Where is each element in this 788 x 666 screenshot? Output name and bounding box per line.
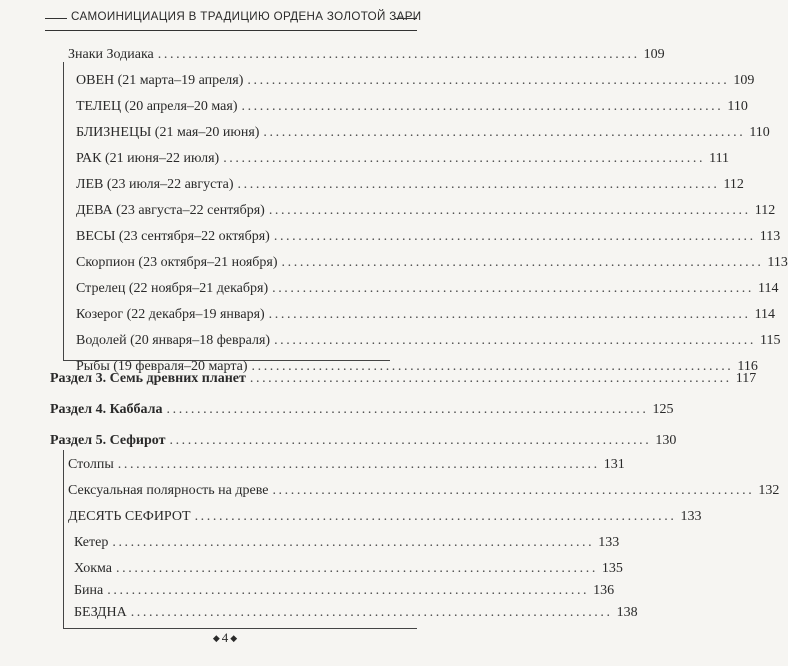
toc-entry-zodiac-signs[interactable] (68, 46, 665, 64)
toc-entry-label: ЛЕВ (23 июля–22 августа) (76, 177, 234, 192)
dot-leader: ............................................................................... (281, 255, 764, 270)
dot-leader: ............................................................................... (263, 125, 746, 140)
toc-entry-page: 112 (754, 203, 776, 218)
toc-entry-leo[interactable] (76, 176, 744, 194)
dot-leader: ............................................................................... (273, 229, 756, 244)
toc-entry-page: 114 (758, 281, 779, 296)
toc-entry-label: Козерог (22 декабря–19 января) (76, 307, 265, 322)
dot-leader: ............................................................................... (194, 509, 677, 524)
toc-entry-taurus[interactable] (76, 98, 748, 116)
toc-entry-page: 133 (680, 509, 702, 524)
dot-leader: ............................................................................... (268, 203, 751, 218)
toc-entry-section-4[interactable] (50, 401, 674, 419)
toc-entry-label: Водолей (20 января–18 февраля) (76, 333, 271, 348)
toc-entry-section-5[interactable] (50, 432, 677, 450)
toc-entry-capricorn[interactable] (76, 306, 776, 324)
dot-leader: ............................................................................... (223, 151, 706, 166)
dot-leader: ............................................................................... (237, 177, 720, 192)
toc-entry-sexual-polarity[interactable] (68, 482, 780, 500)
dot-leader: ............................................................................... (272, 483, 755, 498)
toc-entry-page: 115 (759, 333, 781, 348)
dot-leader: ............................................................................... (157, 47, 640, 62)
toc-entry-page: 136 (593, 583, 615, 598)
toc-entry-label: ОВЕН (21 марта–19 апреля) (76, 73, 244, 88)
dot-leader: ............................................................................... (107, 583, 590, 598)
dot-leader: ............................................................................... (112, 535, 595, 550)
toc-entry-page: 113 (767, 255, 788, 270)
toc-entry-aquarius[interactable] (76, 332, 781, 350)
toc-entry-label: Рыбы (19 февраля–20 марта) (76, 359, 248, 374)
toc-entry-cancer[interactable] (76, 150, 730, 168)
toc-entry-page: 117 (735, 371, 757, 386)
toc-entry-hokma[interactable] (74, 560, 623, 578)
toc-entry-label: БЛИЗНЕЦЫ (21 мая–20 июня) (76, 125, 260, 140)
toc-entry-label: РАК (21 июня–22 июля) (76, 151, 220, 166)
dot-leader: ............................................................................... (169, 433, 652, 448)
toc-entry-sagittarius[interactable] (76, 280, 779, 298)
dot-leader: ............................................................................... (274, 333, 756, 348)
header-rule-right (395, 18, 417, 19)
toc-entry-label: Столпы (68, 457, 114, 472)
toc-entry-label: Знаки Зодиака (68, 47, 154, 62)
toc-entry-label: БЕЗДНА (74, 605, 127, 620)
toc-entry-page: 138 (616, 605, 638, 620)
toc-entry-label: Раздел 3. Семь древних планет (50, 371, 246, 386)
dot-leader: ............................................................................... (251, 359, 734, 374)
toc-entry-abyss[interactable] (74, 604, 638, 622)
toc-entry-label: Хокма (74, 561, 113, 576)
dot-leader: ............................................................................... (249, 371, 732, 386)
dot-leader: ............................................................................... (116, 561, 598, 576)
toc-entry-label: Раздел 4. Каббала (50, 402, 163, 417)
toc-entry-label: Раздел 5. Сефирот (50, 433, 166, 448)
toc-entry-libra[interactable] (76, 228, 781, 246)
toc-entry-page: 135 (601, 561, 623, 576)
toc-entry-page: 109 (733, 73, 755, 88)
toc-entry-page: 113 (759, 229, 781, 244)
header-title: САМОИНИЦИАЦИЯ В ТРАДИЦИЮ ОРДЕНА ЗОЛОТОЙ ЗАРИ (71, 10, 422, 23)
dot-leader: ............................................................................... (166, 402, 649, 417)
toc-entry-page: 114 (754, 307, 776, 322)
toc-entry-page: 133 (598, 535, 620, 550)
toc-entry-keter[interactable] (74, 534, 620, 552)
toc-entry-gemini[interactable] (76, 124, 770, 142)
toc-entry-page: 116 (737, 359, 758, 374)
page-footer (0, 630, 450, 646)
toc-entry-section-3[interactable] (50, 370, 757, 388)
toc-entry-ten-sefirot[interactable] (68, 508, 702, 526)
toc-entry-page: 109 (643, 47, 665, 62)
toc-entry-label: Скорпион (23 октября–21 ноября) (76, 255, 278, 270)
toc-entry-label: ВЕСЫ (23 сентября–22 октября) (76, 229, 270, 244)
dot-leader: ............................................................................... (241, 99, 724, 114)
toc-entry-label: ТЕЛЕЦ (20 апреля–20 мая) (76, 99, 238, 114)
ornament-right-icon: ◆ (230, 633, 238, 643)
toc-entry-label: ДЕВА (23 августа–22 сентября) (76, 203, 265, 218)
toc-entry-label: Кетер (74, 535, 109, 550)
dot-leader: ............................................................................... (247, 73, 730, 88)
toc-entry-page: 131 (603, 457, 625, 472)
toc-entry-page: 111 (709, 151, 730, 166)
toc-entry-page: 112 (723, 177, 744, 192)
toc-entry-page: 130 (655, 433, 677, 448)
toc-entry-label: ДЕСЯТЬ СЕФИРОТ (68, 509, 191, 524)
toc-entry-page: 110 (749, 125, 770, 140)
toc-entry-label: Бина (74, 583, 104, 598)
page-number: 4 (221, 630, 229, 645)
toc-entry-page: 132 (758, 483, 780, 498)
dot-leader: ............................................................................... (272, 281, 755, 296)
dot-leader: ............................................................................... (117, 457, 600, 472)
toc-entry-bina[interactable] (74, 582, 615, 600)
running-header (45, 6, 422, 31)
toc-entry-label: Сексуальная полярность на древе (68, 483, 269, 498)
toc-entry-page: 110 (727, 99, 748, 114)
dot-leader: ............................................................................... (130, 605, 613, 620)
toc-entry-pillars[interactable] (68, 456, 625, 474)
dot-leader: ............................................................................... (268, 307, 751, 322)
toc-entry-label: Стрелец (22 ноября–21 декабря) (76, 281, 269, 296)
toc-entry-aries[interactable] (76, 72, 755, 90)
toc-entry-scorpio[interactable] (76, 254, 788, 272)
header-rule-left (45, 18, 67, 19)
toc-entry-virgo[interactable] (76, 202, 776, 220)
ornament-left-icon: ◆ (212, 633, 220, 643)
toc-entry-page: 125 (652, 402, 674, 417)
